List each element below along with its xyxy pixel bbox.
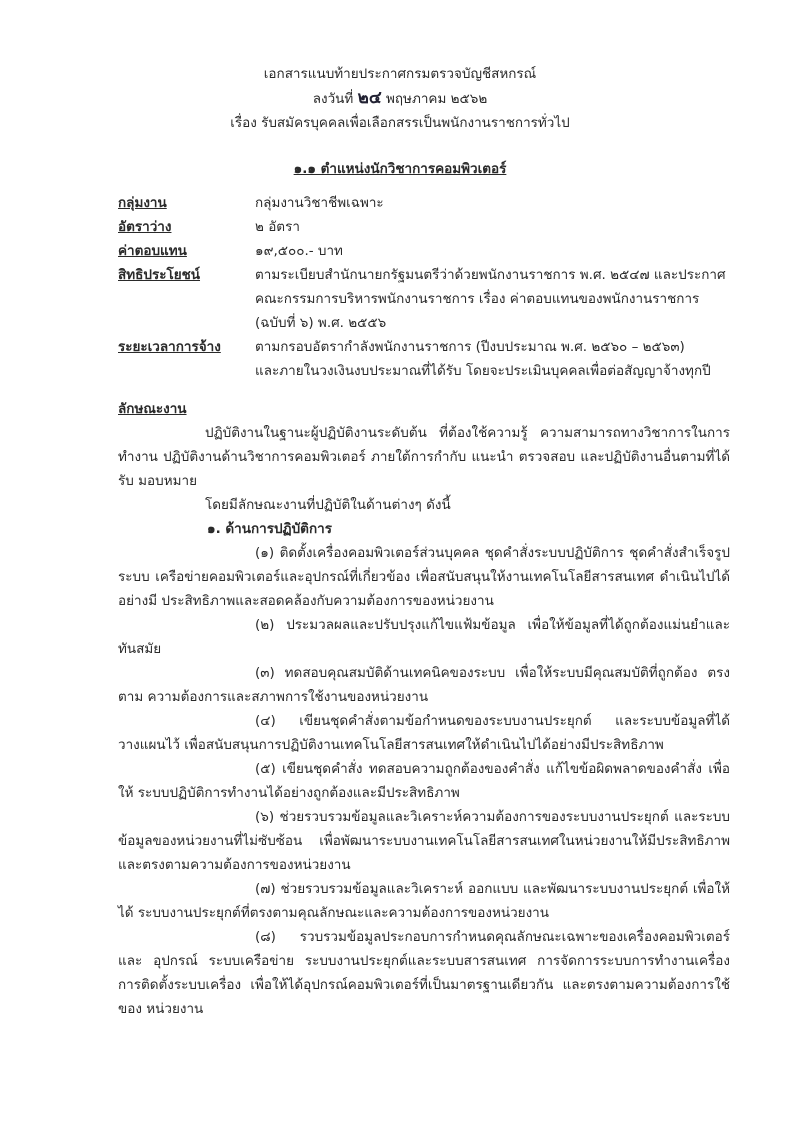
field-label: ค่าตอบแทน	[118, 243, 187, 259]
section-heading: ลักษณะงาน	[118, 401, 187, 417]
item-line: เครือข่ายคอมพิวเตอร์และอุปกรณ์ที่เกี่ยวข้อง เพื่อสนับสนุนให้งานเทคโนโลยีสารสนเทศ ดำเนินไปได้อย่างมี	[118, 569, 730, 609]
item-line: (๘) รวบรวมข้อมูลประกอบการกำหนดคุณลักษณะเฉพาะของเครื่องคอมพิวเตอร์และ	[118, 929, 730, 969]
item-paragraph	[118, 613, 730, 661]
field-value-line: ๑๙,๕๐๐.- บาท	[255, 243, 343, 259]
paragraph-line: ปฏิบัติงานในฐานะผู้ปฏิบัติงานระดับต้น ที่ต้องใช้ความรู้ ความสามารถทางวิชาการในการทำงาน	[118, 425, 730, 465]
subheading: ๑. ด้านการปฏิบัติการ	[207, 521, 332, 537]
field-value	[255, 215, 730, 239]
item-line: (๖) ช่วยรวบรวมข้อมูลและวิเคราะห์ความต้องการของระบบงานประยุกต์ และระบบ	[255, 809, 730, 825]
intro-paragraph	[118, 421, 730, 493]
item-paragraph	[118, 541, 730, 613]
item-line: หน่วยงาน	[146, 1001, 204, 1017]
item-paragraph	[118, 709, 730, 757]
field-label: ระยะเวลาการจ้าง	[118, 339, 221, 355]
item-paragraph	[118, 661, 730, 709]
date-suffix: พฤษภาคม ๒๕๖๒	[385, 91, 488, 107]
page-title: ๑.๑ ตำแหน่งนักวิชาการคอมพิวเตอร์	[293, 161, 507, 177]
item-line: ระบบปฏิบัติการทำงานได้อย่างถูกต้องและมีประสิทธิภาพ	[137, 785, 460, 801]
item-line: และตรงตามความต้องการของหน่วยงาน	[118, 857, 351, 873]
date-prefix: ลงวันที่	[312, 91, 354, 107]
document-header	[0, 62, 800, 135]
item-line: อุปกรณ์ ระบบเครือข่าย ระบบงานประยุกต์และระบบสารสนเทศ การจัดการระบบการทำงานเครื่อง	[153, 953, 730, 969]
item-line: ความต้องการและสภาพการใช้งานของหน่วยงาน	[147, 689, 429, 705]
item-line: (๔) เขียนชุดคำสั่งตามข้อกำหนดของระบบงานประยุกต์ และระบบข้อมูลที่ได้วางแผนไว้	[118, 713, 730, 753]
lead-text: โดยมีลักษณะงานที่ปฏิบัติในด้านต่างๆ ดังนี้	[205, 497, 451, 513]
field-value-line: (ฉบับที่ ๖) พ.ศ. ๒๕๕๖	[255, 315, 387, 331]
item-line: ระบบงานประยุกต์ที่ตรงตามคุณลักษณะและความต้องการของหน่วยงาน	[137, 905, 549, 921]
field-value-line: คณะกรรมการบริหารพนักงานราชการ เรื่อง ค่าตอบแทนของพนักงานราชการ	[255, 291, 700, 307]
item-line: ประสิทธิภาพและสอดคล้องกับความต้องการของหน่วยงาน	[161, 593, 494, 609]
header-line: เอกสารแนบท้ายประกาศกรมตรวจบัญชีสหกรณ์	[263, 66, 537, 82]
item-line: (๒) ประมวลผลและปรับปรุงแก้ไขแฟ้มข้อมูล เพื่อให้ข้อมูลที่ได้ถูกต้องแม่นยำและทันสมัย	[118, 617, 730, 657]
field-value-line: กลุ่มงานวิชาชีพเฉพาะ	[255, 195, 384, 211]
job-description	[118, 397, 730, 1021]
item-paragraph	[118, 805, 730, 877]
item-line: ข้อมูลของหน่วยงานที่ไม่ซับซ้อน เพื่อพัฒนาระบบงานเทคโนโลยีสารสนเทศในหน่วยงานให้มีประสิทธิภาพ	[118, 833, 730, 849]
paragraph-line: ปฏิบัติงานด้านวิชาการคอมพิวเตอร์ ภายใต้การกำกับ แนะนำ ตรวจสอบ และปฏิบัติงานอื่นตามที่ได้รับ	[118, 449, 731, 489]
field-value	[255, 263, 730, 335]
field-value-line: ตามกรอบอัตรากำลังพนักงานราชการ (ปีงบประมาณ พ.ศ. ๒๕๖๐ – ๒๕๖๓)	[255, 339, 685, 355]
field-value-line: และภายในวงเงินงบประมาณที่ได้รับ โดยจะประเมินบุคคลเพื่อต่อสัญญาจ้างทุกปี	[255, 363, 711, 379]
item-paragraph	[118, 757, 730, 805]
item-line: (๗) ช่วยรวบรวมข้อมูลและวิเคราะห์ ออกแบบ และพัฒนาระบบงานประยุกต์ เพื่อให้ได้	[118, 881, 730, 921]
paragraph-line: มอบหมาย	[138, 473, 197, 489]
item-line: (๓) ทดสอบคุณสมบัติด้านเทคนิคของระบบ เพื่อให้ระบบมีคุณสมบัติที่ถูกต้อง ตรงตาม	[118, 665, 730, 705]
item-line: การติดตั้งระบบเครื่อง เพื่อให้ได้อุปกรณ์คอมพิวเตอร์ที่เป็นมาตรฐานเดียวกัน และตรงตามความต้องการใช้ของ	[118, 977, 730, 1017]
header-subject: เรื่อง รับสมัครบุคคลเพื่อเลือกสรรเป็นพนักงานราชการทั่วไป	[230, 115, 570, 131]
field-label: สิทธิประโยชน์	[118, 267, 201, 283]
item-paragraph	[118, 877, 730, 925]
item-line: เพื่อสนับสนุนการปฏิบัติงานเทคโนโลยีสารสนเทศให้ดำเนินไปได้อย่างมีประสิทธิภาพ	[184, 737, 664, 753]
item-line: (๕) เขียนชุดคำสั่ง ทดสอบความถูกต้องของคำสั่ง แก้ไขข้อผิดพลาดของคำสั่ง เพื่อให้	[118, 761, 730, 801]
date-day: ๒๔	[357, 88, 382, 108]
item-line: (๑) ติดตั้งเครื่องคอมพิวเตอร์ส่วนบุคคล ชุดคำสั่งระบบปฏิบัติการ ชุดคำสั่งสำเร็จรูประบบ	[118, 545, 730, 585]
field-value	[255, 191, 730, 215]
field-value	[255, 335, 730, 383]
header-date	[0, 86, 800, 111]
field-label: กลุ่มงาน	[118, 195, 167, 211]
item-paragraph	[118, 925, 730, 1021]
field-label: อัตราว่าง	[118, 219, 172, 235]
field-value-line: ตามระเบียบสำนักนายกรัฐมนตรีว่าด้วยพนักงานราชการ พ.ศ. ๒๕๔๗ และประกาศ	[255, 267, 726, 283]
fields	[118, 191, 730, 383]
field-value	[255, 239, 730, 263]
field-value-line: ๒ อัตรา	[255, 219, 300, 235]
